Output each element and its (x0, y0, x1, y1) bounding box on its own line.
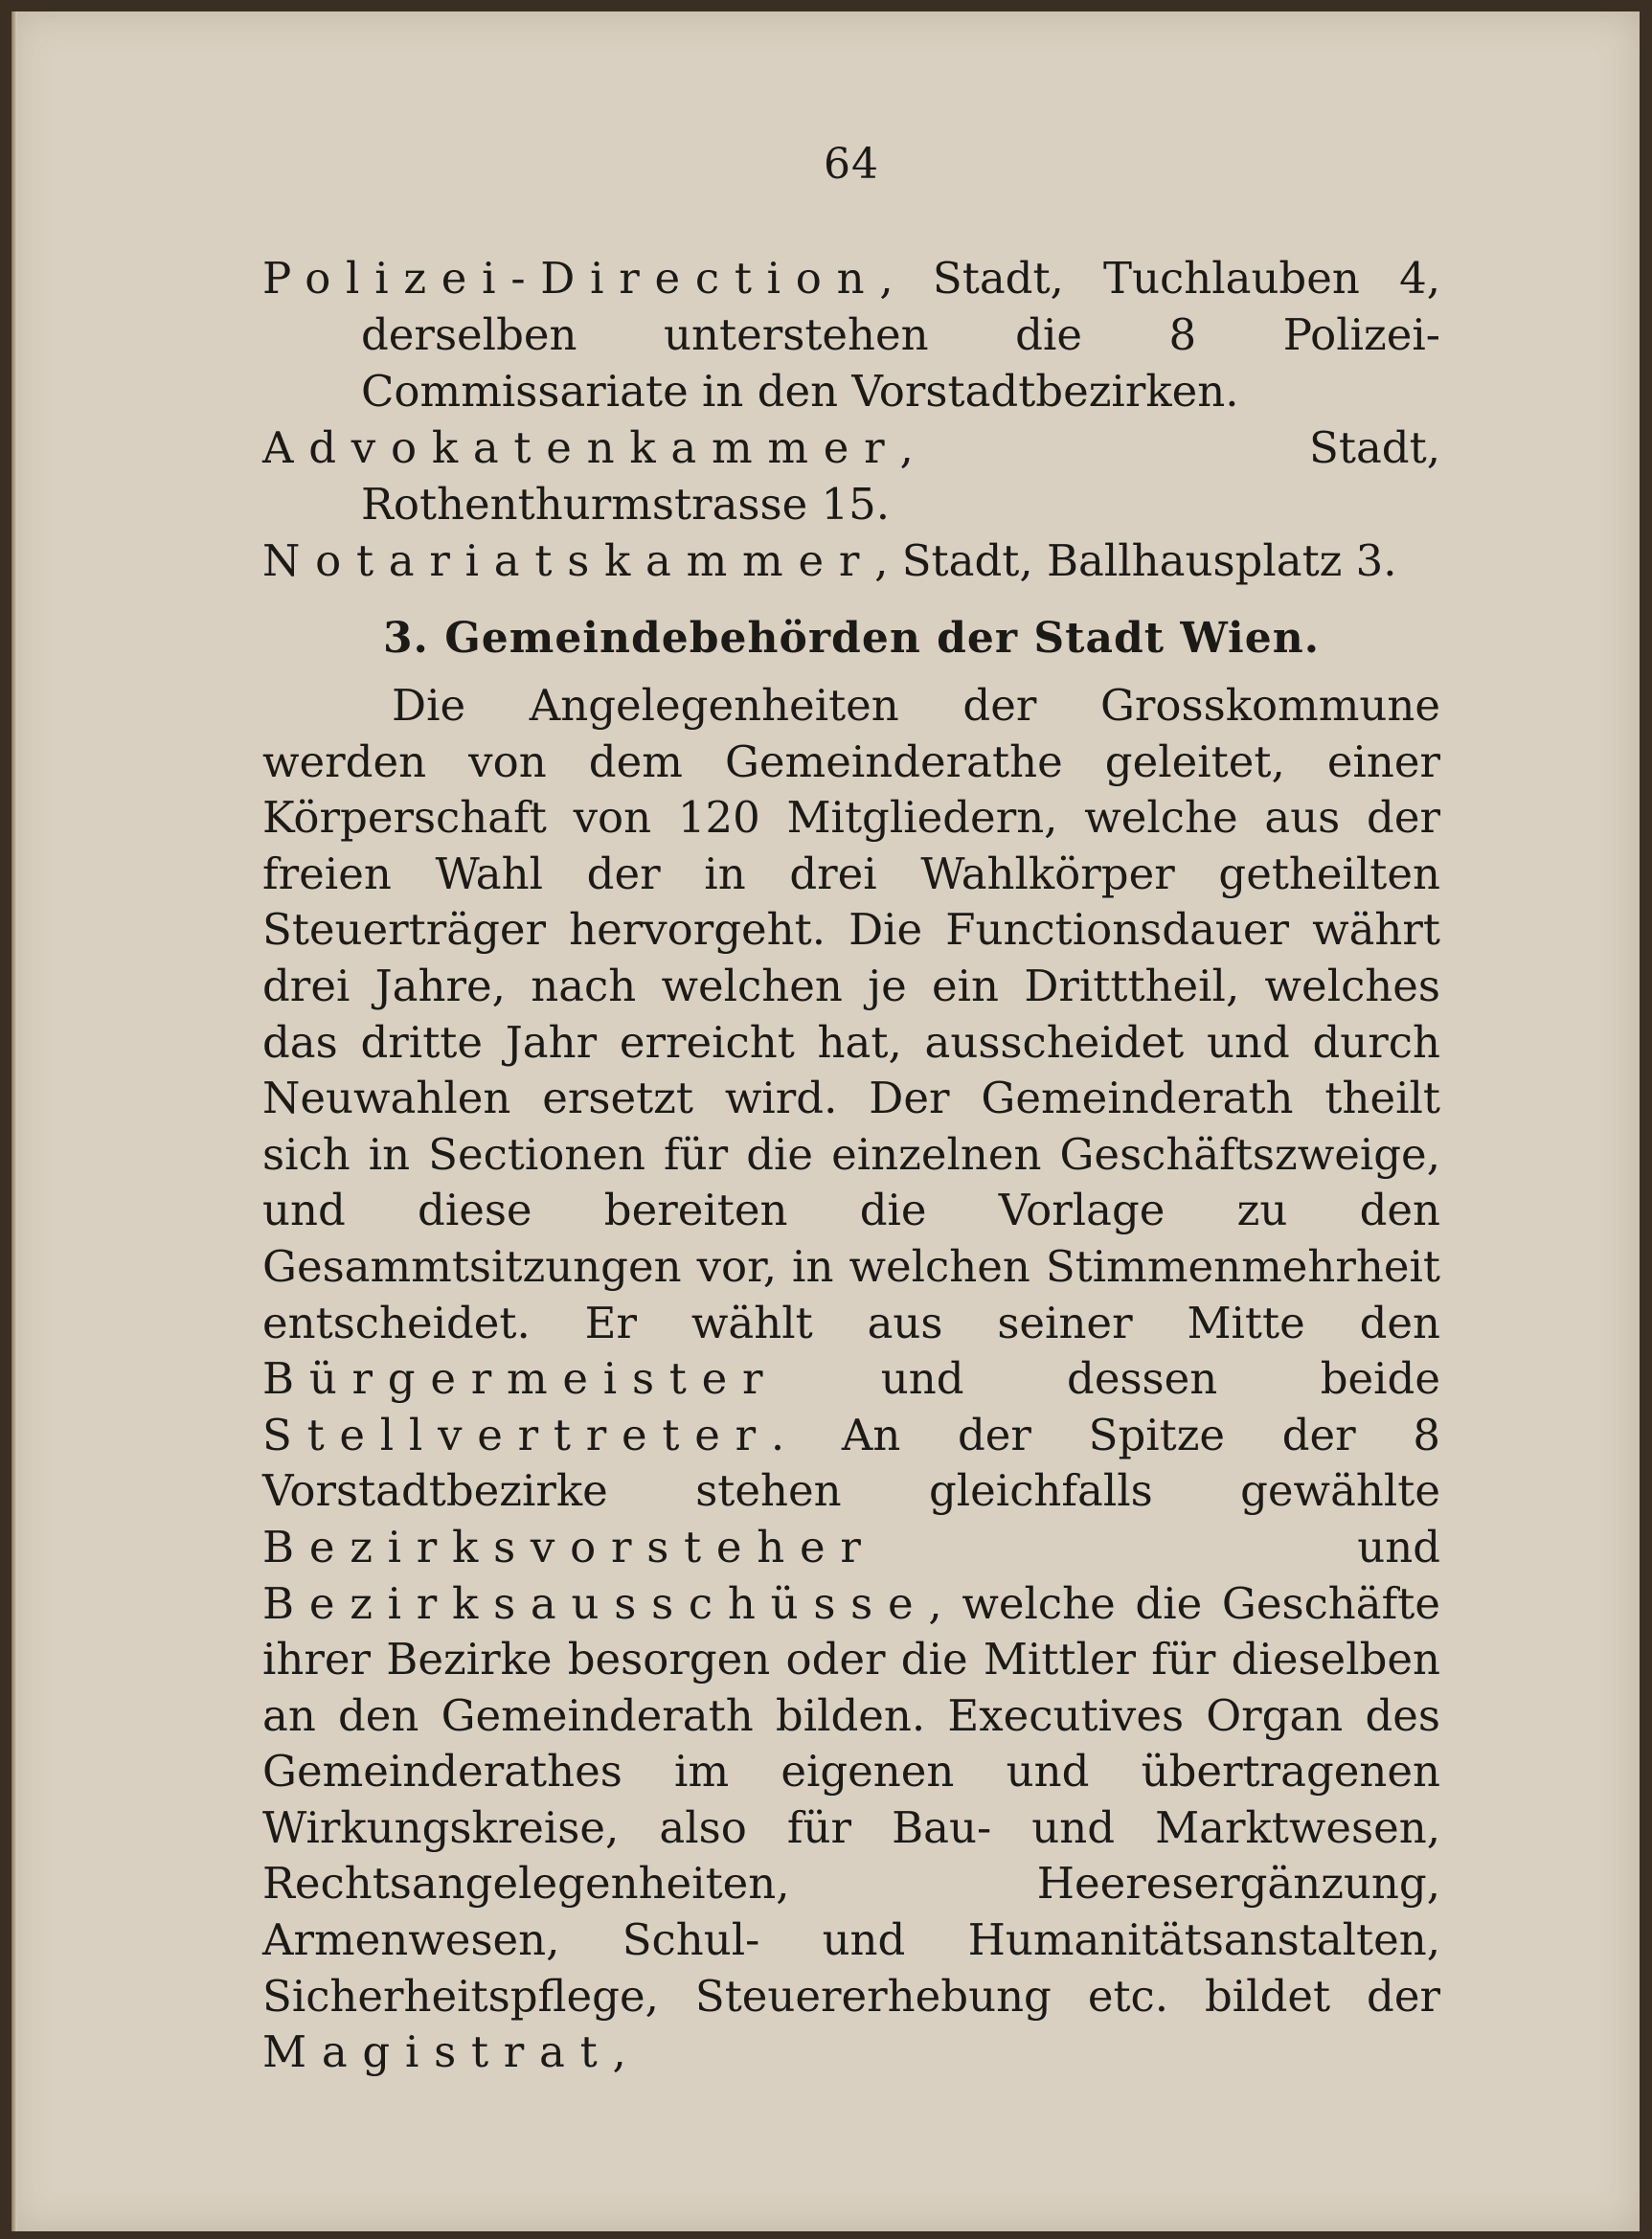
paragraph-text: , (612, 2026, 626, 2078)
emphasis-stellvertreter: Stellvertreter (262, 1409, 771, 1460)
book-page (11, 11, 1640, 2231)
entry-text: , Stadt, Rothenthurmstrasse 15. (361, 422, 1440, 530)
page-gutter-edge (11, 11, 17, 2231)
entry-polizei-direction (262, 250, 1440, 419)
entry-notariatskammer (262, 532, 1440, 589)
page-number: 64 (824, 140, 879, 189)
page-content (262, 136, 1440, 2081)
section-heading: 3. Gemeindebehörden der Stadt Wien. (382, 614, 1321, 663)
entry-name: Advokatenkammer (262, 422, 900, 473)
paragraph-text: und (875, 1521, 1440, 1572)
emphasis-bezirksausschuesse: Bezirksausschüsse (262, 1577, 929, 1629)
entry-text: , Stadt, Ballhausplatz 3. (874, 535, 1397, 586)
paragraph-text: , welche die Geschäfte ihrer Bezirke besorgen oder die Mittler für dieselben an den Gemeinderath bilden. Executives Organ des Gemeinderathes im eigenen und übertragenen Wirkungskreise, also für Bau- und Marktwesen, Rechtsangelegenheiten, Heeresergänzung, Armenwesen, Schul- und Humanitätsanstalten, Sicherheitspflege, Steuererhebung etc. bildet der (262, 1577, 1440, 2022)
entry-text: , Stadt, Tuchlauben 4, derselben unterstehen die 8 Polizei-Commissariate in den Vorstadtbezirken. (361, 253, 1440, 417)
entry-name: Notariatskammer (262, 535, 875, 586)
emphasis-buergermeister: Bürgermeister (262, 1353, 779, 1405)
entry-advokatenkammer (262, 419, 1440, 532)
entry-name: Polizei-Direction (262, 253, 880, 304)
paragraph-text: Die Angelegenheiten der Grosskommune werden von dem Gemeinderathe geleitet, einer Körperschaft von 120 Mitgliedern, welche aus der freien Wahl der in drei Wahlkörper getheilten Steuerträger hervorgeht. Die Functionsdauer währt drei Jahre, nach welchen je ein Dritttheil, welches das dritte Jahr erreicht hat, ausscheidet und durch Neuwahlen ersetzt wird. Der Gemeinderath theilt sich in Sectionen für die einzelnen Geschäftszweige, und diese bereiten die Vorlage zu den Gesammtsitzungen vor, in welchen Stimmenmehrheit entscheidet. Er wählt aus seiner Mitte den (262, 680, 1440, 1348)
paragraph-text: und dessen beide (778, 1353, 1440, 1405)
paragraph-text: . An der Spitze der 8 Vorstadtbezirke stehen gleichfalls gewählte (262, 1409, 1440, 1517)
emphasis-bezirksvorsteher: Bezirksvorsteher (262, 1521, 876, 1572)
emphasis-magistrat: Magistrat (262, 2026, 613, 2078)
body-paragraph (262, 678, 1440, 2081)
